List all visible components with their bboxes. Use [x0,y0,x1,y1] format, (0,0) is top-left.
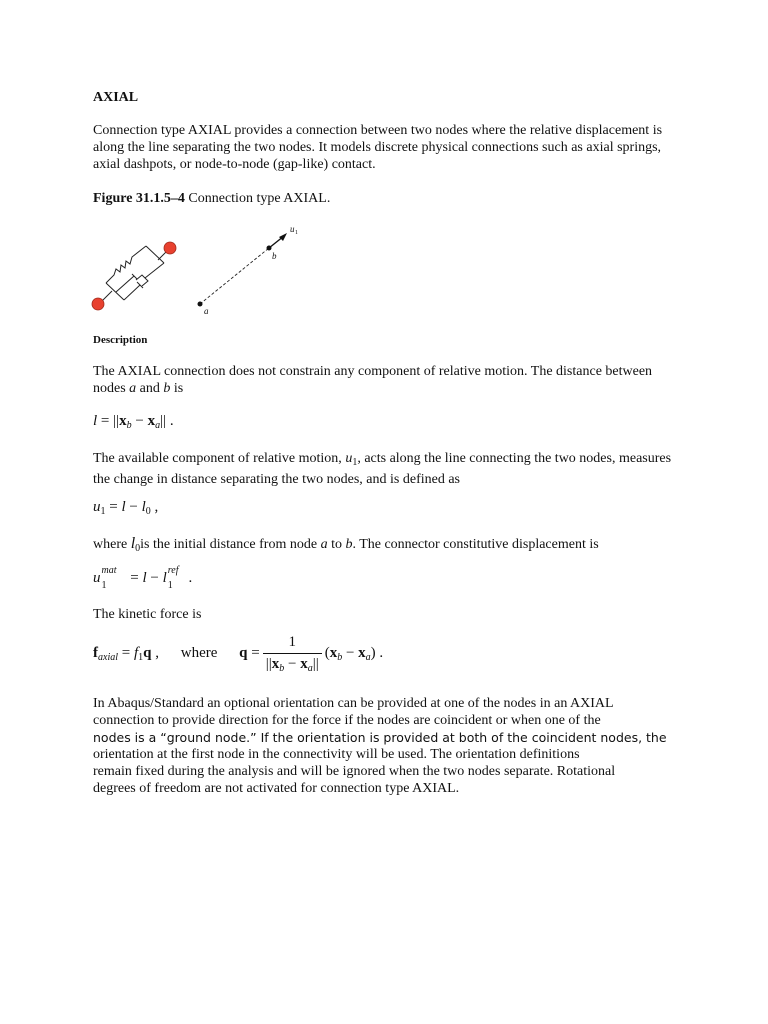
equation-u1-mat [93,565,193,591]
eq4-f1: f [133,645,139,661]
eq1-sub-a: a [155,420,161,431]
eq1-xa: x [147,413,156,429]
final-line-5: remain fixed during the analysis and will be ignored when the two nodes separate. Rotational [93,764,616,779]
equation-distance [93,413,174,434]
node-lower-left [92,298,104,310]
final-line-6: degrees of freedom are not activated for connection type AXIAL. [93,781,460,796]
eq3-eq: = [126,570,143,586]
eq4-where: where [180,645,218,661]
kinetic-force-line: The kinetic force is [93,607,202,622]
eq3-sup-ref: ref [167,565,179,576]
description-heading: Description [93,334,148,346]
eq2-sub1: 1 [100,506,106,517]
desc2-text-2: , acts along the line connecting the two nodes, measures the change in distance separating the two nodes, and is defined as [93,451,672,487]
eq4-eq2: = [247,645,260,661]
desc2-text-1: The available component of relative motion, [93,451,346,466]
eq4-sub1: 1 [138,652,144,663]
node-b-label: b [272,251,277,261]
eq4-den-minus: − [284,656,301,672]
eq3-l1: l [162,570,167,586]
eq3-sup: mat [101,565,117,576]
desc3-node-a: a [320,537,328,552]
eq4-q: q [143,645,152,661]
eq1-xb: x [119,413,127,429]
eq1-l: l [93,413,98,429]
eq4-denominator [263,654,322,677]
eq1-sub-b: b [126,420,132,431]
eq4-rminus: − [342,645,359,661]
desc3-text-2: . The connector constitutive displacement is [352,537,599,552]
desc3-node-b: b [345,537,353,552]
node-a-label: a [204,306,209,316]
eq4-den-open: || [265,656,272,672]
desc3-to: to [327,537,346,552]
intro-paragraph: Connection type AXIAL provides a connection between two nodes where the relative displacement is along the line separating the two nodes. It models discrete physical connections such as axial springs, axial dashpots, or node-to-node (gap-like) contact. [93,123,663,172]
eq1-close: || . [160,413,174,429]
eq3-minus: − [146,570,163,586]
arrow-u-sub: 1 [295,230,298,236]
eq4-f: f [93,645,98,661]
desc1-text-2: and [136,381,164,396]
eq3-u: u [93,570,101,586]
eq2-sub0: 0 [145,506,151,517]
eq4-numerator: 1 [263,634,322,654]
eq3-end: . [184,570,193,586]
eq3-sub: 1 [101,580,107,591]
eq4-paren-close: ) . [370,645,384,661]
eq2-u: u [93,499,101,515]
equation-kinetic-force [93,634,383,678]
eq1-minus: − [131,413,148,429]
eq2-l: l [121,499,126,515]
eq2-l0: l [141,499,146,515]
description-paragraph-3 [93,535,683,557]
description-paragraph-1 [93,363,683,397]
desc3-where: where [93,537,131,552]
node-upper-right [164,242,176,254]
axial-connection-figure [88,220,328,320]
desc3-text-1: is the initial distance from node [140,537,321,552]
node-a [198,302,203,307]
desc1-text-3: is [170,381,184,396]
spring-dashpot-diagram [100,246,170,303]
eq3-sub-ref: 1 [167,580,173,591]
final-paragraph [93,695,693,797]
eq2-eq: = [105,499,122,515]
desc1-node-a: a [129,381,137,396]
eq4-den-xb: x [271,656,280,672]
eq3-l: l [142,570,147,586]
description-paragraph-2 [93,450,683,488]
final-line-3: nodes is a “ground node.” If the orientation is provided at both of the coincident nodes, the [93,730,667,745]
eq4-eq: = [118,645,134,661]
axial-dashed-line [200,248,269,304]
desc2-u: u [345,451,353,466]
final-line-2: connection to provide direction for the force if the nodes are coincident or when one of the [93,713,601,728]
eq2-end: , [150,499,159,515]
eq4-den-close: || [312,656,319,672]
arrow-u-label: u [290,224,295,234]
eq4-den-sub-a: a [307,663,313,674]
eq2-minus: − [125,499,142,515]
eq4-paren-open: ( [324,645,330,661]
figure-caption-text: Connection type AXIAL. [184,191,331,206]
desc3-l: l [130,535,136,552]
section-heading: AXIAL [93,90,139,105]
desc1-text-1: The AXIAL connection does not constrain any component of relative motion. The distance between nodes [93,364,653,396]
eq4-rsub-b: b [337,652,343,663]
eq4-den-sub-b: b [279,663,285,674]
equation-u1 [93,499,158,520]
figure-label: Figure 31.1.5–4 [93,191,185,206]
final-line-1: In Abaqus/Standard an optional orientation can be provided at one of the nodes in an AXIAL [93,696,614,711]
eq4-fraction [263,634,322,677]
eq4-rsub-a: a [365,652,371,663]
desc3-sub0: 0 [135,543,141,554]
eq4-sub-axial: axial [98,652,118,663]
eq4-den-xa: x [300,656,308,672]
eq4-rxb: x [329,645,338,661]
eq1-eq: = || [97,413,120,429]
desc1-node-b: b [163,381,171,396]
eq4-q2: q [239,645,248,661]
final-line-4: orientation at the first node in the connectivity will be used. The orientation definitions [93,747,580,762]
eq4-rxa: x [358,645,366,661]
desc2-sub: 1 [352,457,358,468]
eq4-comma: , [151,645,159,661]
figure-caption [93,190,683,207]
